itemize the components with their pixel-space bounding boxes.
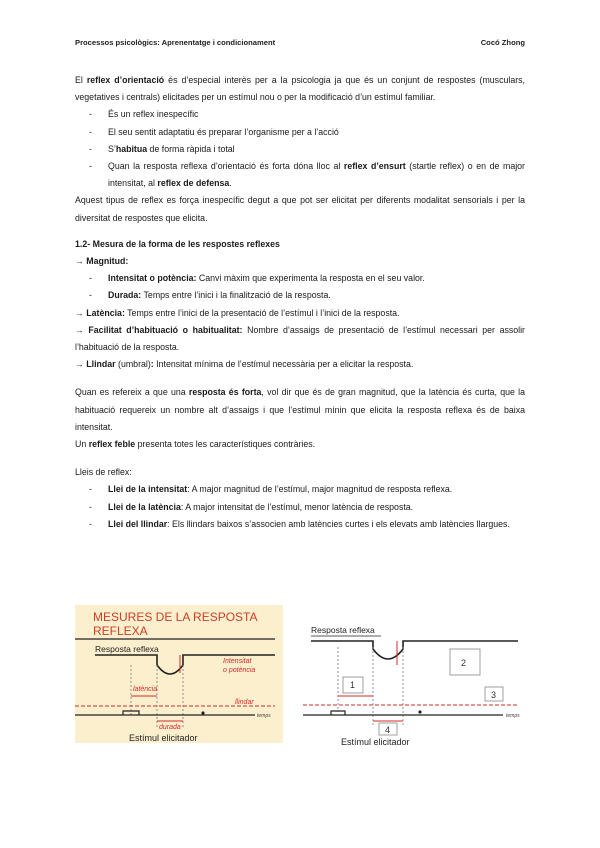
fig2-num-4: 4 bbox=[385, 725, 391, 735]
list-item: - Llei de la intensitat: A major magnitud de l’estímul, major magnitud de resposta reflexa. bbox=[75, 481, 525, 498]
page-header bbox=[75, 38, 525, 47]
fig1-resposta-label: Resposta reflexa bbox=[95, 644, 159, 654]
list-item: - Quan la resposta reflexa d’orientació és forta dóna lloc al reflex d’ensurt (startle reflex) o en de major intensitat, al reflex de defensa. bbox=[75, 158, 525, 192]
llindar-definition: → Llindar (umbral): Intensitat mínima de l’estímul necessària per a elicitar la resposta. bbox=[75, 359, 414, 370]
fig1-durada-label: durada bbox=[159, 724, 181, 731]
list-item: - El seu sentit adaptatiu és preparar l’organisme per a l’acció bbox=[75, 124, 525, 141]
fig2-num-2: 2 bbox=[461, 658, 467, 668]
paragraph-inespecific: Aquest tipus de reflex es força inespecífic degut a que pot ser elicitat per diferents modalitat sensorials i per la diversitat de respostes que elicita. bbox=[75, 195, 525, 223]
fig2-num-3: 3 bbox=[491, 690, 497, 700]
fig1-estimul-label: Estímul elicitador bbox=[129, 733, 198, 743]
list-item: - Llei de la latència: A major intensitat de l’estímul, menor latència de resposta. bbox=[75, 499, 525, 516]
section-heading: 1.2- Mesura de la forma de les respostes reflexes bbox=[75, 238, 280, 249]
term-reflex-orientacio: reflex d’orientació bbox=[86, 75, 165, 85]
list-item: - Durada: Temps entre l’inici i la finalització de la resposta. bbox=[75, 287, 525, 304]
fig1-potencia-label: o potència bbox=[223, 667, 256, 674]
facilitat-definition: → Facilitat d’habituació o habitualitat: Nombre d’assaigs de presentació de l’estímul necessari per assolir l’habituació de la resposta. bbox=[75, 324, 525, 353]
list-item: - S’habitua de forma ràpida i total bbox=[75, 141, 525, 158]
figure-mesures-resposta bbox=[75, 605, 283, 743]
fig1-latencia-label: latència bbox=[133, 686, 158, 693]
fig2-num-1: 1 bbox=[350, 680, 356, 690]
fig2-estimul-label: Estímul elicitador bbox=[341, 737, 410, 747]
paragraph-orientation-reflex: El reflex d’orientació és d’especial interès per a la psicologia ja que és un conjunt de respostes (musculars, vegetatives i centrals) elicitades per un estímul nou o per la modificació d’un estímul familiar. bbox=[75, 75, 525, 103]
list-item: - Llei del llindar: Els llindars baixos s’associen amb latències curtes i els elevats amb latències llargues. bbox=[75, 516, 525, 533]
list-item: - Intensitat o potència: Canvi màxim que experimenta la resposta en el seu valor. bbox=[75, 270, 525, 287]
header-title: Processos psicològics: Aprenentatge i condicionament bbox=[75, 38, 276, 47]
magnitud-heading: → Magnitud: bbox=[75, 256, 129, 267]
fig2-response-curve bbox=[311, 641, 518, 659]
lleis-heading: Lleis de reflex: bbox=[75, 467, 132, 478]
figures bbox=[75, 605, 535, 745]
list-item: - És un reflex inespecífic bbox=[75, 106, 525, 123]
fig1-llindar-label: llindar bbox=[235, 699, 254, 706]
page-content bbox=[75, 72, 525, 533]
paragraph-resposta-forta: Quan es refereix a que una resposta és forta, vol dir que és de gran magnitud, que la latència és curta, que la habituació requereix un nombre alt d’assaigs i que l’estímul mínin que elicita la resposta reflexa és de baixa intensitat. bbox=[75, 387, 525, 432]
fig2-dot bbox=[418, 710, 421, 713]
paragraph-reflex-feble: Un reflex feble presenta totes les característiques contràries. bbox=[75, 439, 316, 450]
fig1-title-line2: REFLEXA bbox=[93, 624, 148, 638]
fig1-title-line1: MESURES DE LA RESPOSTA bbox=[93, 610, 258, 624]
fig1-temps-label: temps bbox=[257, 713, 271, 719]
fig1-intensitat-label: Intensitat bbox=[223, 658, 252, 665]
fig2-temps-label: temps bbox=[506, 713, 520, 719]
latencia-definition: → Latència: Temps entre l’inici de la presentació de l’estímul i l’inici de la resposta. bbox=[75, 307, 400, 318]
figure-resposta-numbered bbox=[303, 617, 531, 749]
header-author: Cocó Zhong bbox=[480, 38, 525, 47]
fig1-dot bbox=[201, 711, 204, 714]
fig2-resposta-label: Resposta reflexa bbox=[311, 625, 375, 635]
